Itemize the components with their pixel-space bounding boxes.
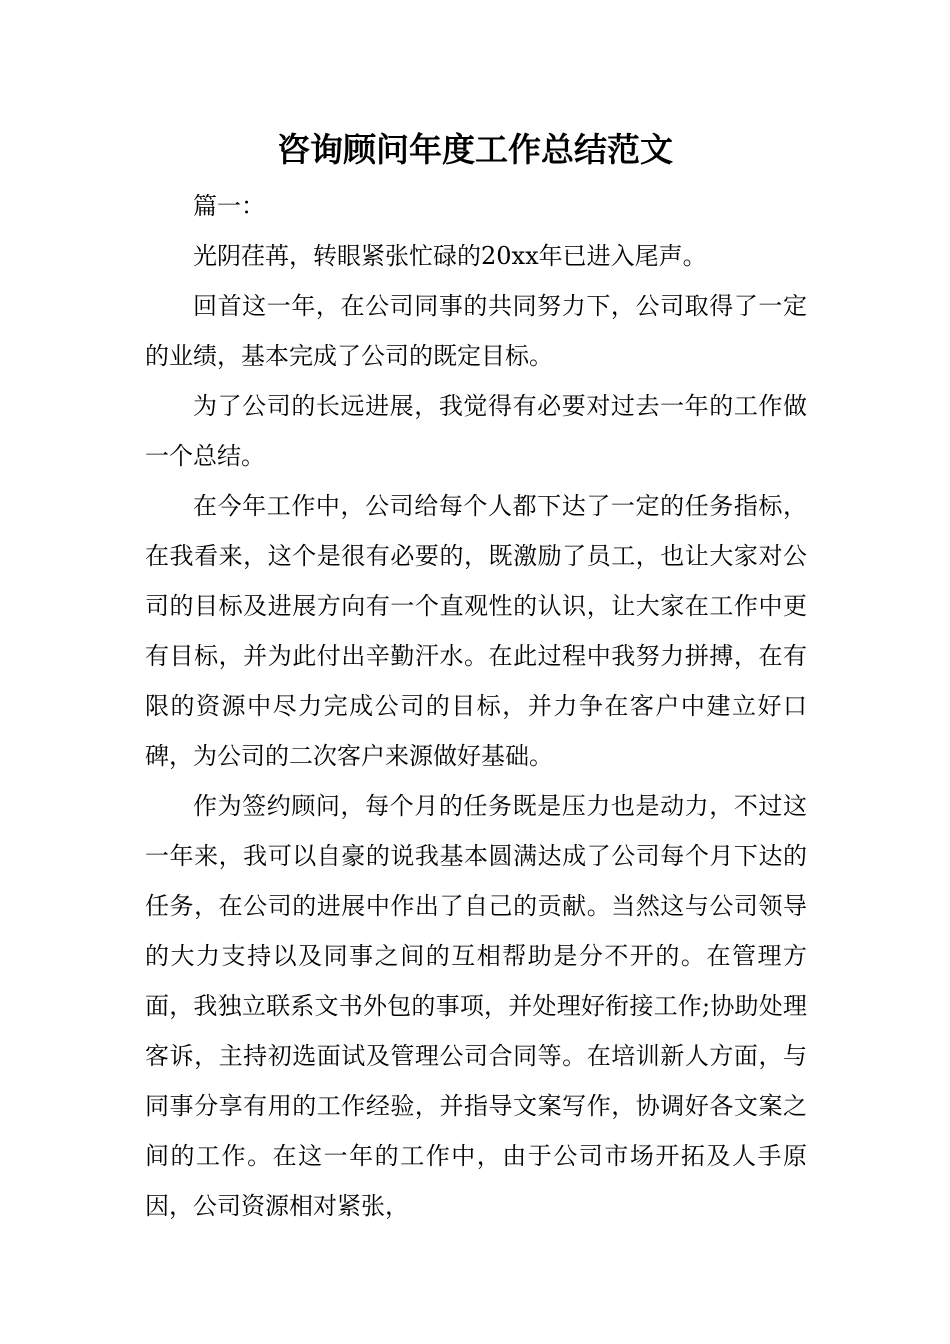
paragraph: 作为签约顾问，每个月的任务既是压力也是动力，不过这一年来，我可以自豪的说我基本圆满达成了公司每个月下达的任务，在公司的进展中作出了自己的贡献。当然这与公司领导的大力支持以及同事之间的互相帮助是分不开的。在管理方面，我独立联系文书外包的事项，并处理好衔接工作;协助处理客诉，主持初选面试及管理公司合同等。在培训新人方面，与同事分享有用的工作经验，并指导文案写作，协调好各文案之间的工作。在这一年的工作中，由于公司市场开拓及人手原因，公司资源相对紧张， [145,792,807,1220]
paragraph: 为了公司的长远进展，我觉得有必要对过去一年的工作做一个总结。 [145,392,807,470]
document-body [145,181,807,1231]
document-title: 咨询顾问年度工作总结范文 [277,130,673,169]
paragraph-section-heading: 篇一： [193,192,265,220]
paragraph: 光阴荏苒，转眼紧张忙碌的20xx年已进入尾声。 [193,242,707,270]
paragraph: 在今年工作中，公司给每个人都下达了一定的任务指标，在我看来，这个是很有必要的，既激励了员工，也让大家对公司的目标及进展方向有一个直观性的认识，让大家在工作中更有目标，并为此付出辛勤汗水。在此过程中我努力拼搏，在有限的资源中尽力完成公司的目标，并力争在客户中建立好口碑，为公司的二次客户来源做好基础。 [145,492,807,770]
paragraph: 回首这一年，在公司同事的共同努力下，公司取得了一定的业绩，基本完成了公司的既定目标。 [145,292,807,370]
